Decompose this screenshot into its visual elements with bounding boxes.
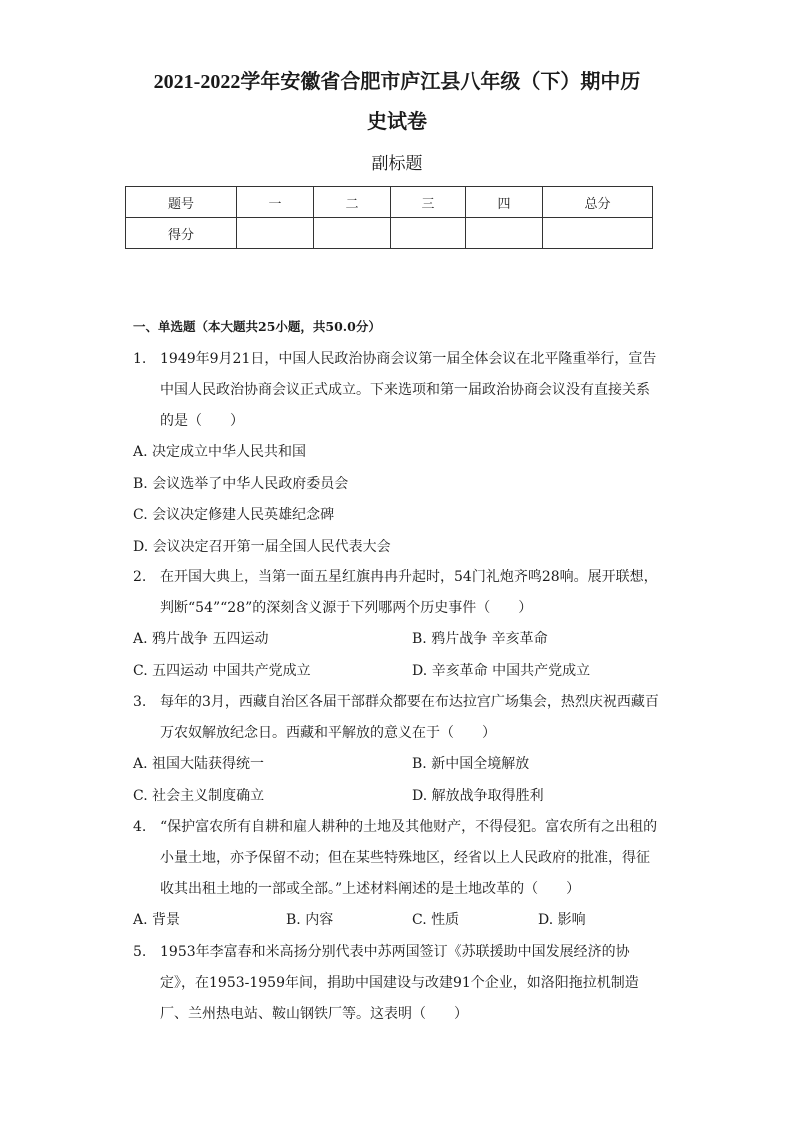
question-text: 1949年9月21日，中国人民政治协商会议第一届全体会议在北平隆重举行，宣告中国人民政治协商会议正式成立。下来选项和第一届政治协商会议没有直接关系的是（ ） — [160, 351, 657, 429]
score-table-header: 题号 — [126, 187, 237, 218]
score-cell — [237, 218, 314, 249]
score-table — [125, 186, 653, 249]
option-c: C. 社会主义制度确立 — [133, 788, 265, 804]
score-table-header: 四 — [466, 187, 543, 218]
question-number: 1. — [133, 351, 147, 367]
score-row-label: 得分 — [126, 218, 237, 249]
option-c: C. 五四运动 中国共产党成立 — [133, 663, 311, 679]
option-c: C. 会议决定修建人民英雄纪念碑 — [133, 507, 335, 523]
option-d: D. 影响 — [538, 912, 586, 928]
option-a: A. 决定成立中华人民共和国 — [133, 444, 307, 460]
question-3 — [133, 687, 663, 749]
option-b: B. 鸦片战争 辛亥革命 — [412, 631, 548, 647]
score-cell — [314, 218, 391, 249]
section-heading: 一、单选题（本大题共25小题，共50.0分） — [133, 319, 381, 334]
option-b: B. 新中国全境解放 — [412, 756, 530, 772]
question-2 — [133, 562, 663, 624]
option-d: D. 会议决定召开第一届全国人民代表大会 — [133, 539, 391, 555]
option-a: A. 背景 — [133, 912, 181, 928]
score-table-score-row — [126, 218, 653, 249]
option-b: B. 内容 — [286, 912, 334, 928]
score-cell — [391, 218, 466, 249]
question-text: 在开国大典上，当第一面五星红旗冉冉升起时，54门礼炮齐鸣28响。展开联想，判断“54”“28”的深刻含义源于下列哪两个历史事件（ ） — [160, 569, 658, 616]
option-a: A. 鸦片战争 五四运动 — [133, 631, 269, 647]
option-b: B. 会议选举了中华人民政府委员会 — [133, 476, 349, 492]
score-table-header: 一 — [237, 187, 314, 218]
score-table-header: 二 — [314, 187, 391, 218]
option-c: C. 性质 — [412, 912, 460, 928]
option-a: A. 祖国大陆获得统一 — [133, 756, 265, 772]
exam-title-line2: 史试卷 — [367, 111, 427, 133]
score-cell — [466, 218, 543, 249]
score-table-header: 总分 — [543, 187, 653, 218]
question-4 — [133, 812, 663, 905]
question-5 — [133, 937, 663, 1030]
question-1 — [133, 344, 663, 437]
question-text: 每年的3月，西藏自治区各届干部群众都要在布达拉宫广场集会，热烈庆祝西藏百万农奴解放纪念日。西藏和平解放的意义在于（ ） — [160, 694, 659, 741]
exam-title-line1: 2021-2022学年安徽省合肥市庐江县八年级（下）期中历 — [153, 71, 641, 93]
score-table-header: 三 — [391, 187, 466, 218]
score-cell — [543, 218, 653, 249]
question-number: 5. — [133, 944, 147, 960]
question-text: “保护富农所有自耕和雇人耕种的土地及其他财产，不得侵犯。富农所有之出租的小量土地，亦予保留不动；但在某些特殊地区，经省以上人民政府的批准，得征收其出租土地的一部或全部。”上述材料阐述的是土地改革的（ ） — [160, 819, 658, 897]
score-table-header-row — [126, 187, 653, 218]
question-number: 2. — [133, 569, 147, 585]
exam-subtitle: 副标题 — [371, 154, 423, 174]
option-d: D. 解放战争取得胜利 — [412, 788, 544, 804]
question-text: 1953年李富春和米高扬分别代表中苏两国签订《苏联援助中国发展经济的协定》，在1953-1959年间，捐助中国建设与改建91个企业，如洛阳拖拉机制造厂、兰州热电站、鞍山钢铁厂等。这表明（ ） — [160, 944, 639, 1022]
option-d: D. 辛亥革命 中国共产党成立 — [412, 663, 591, 679]
question-number: 4. — [133, 819, 147, 835]
question-number: 3. — [133, 694, 147, 710]
